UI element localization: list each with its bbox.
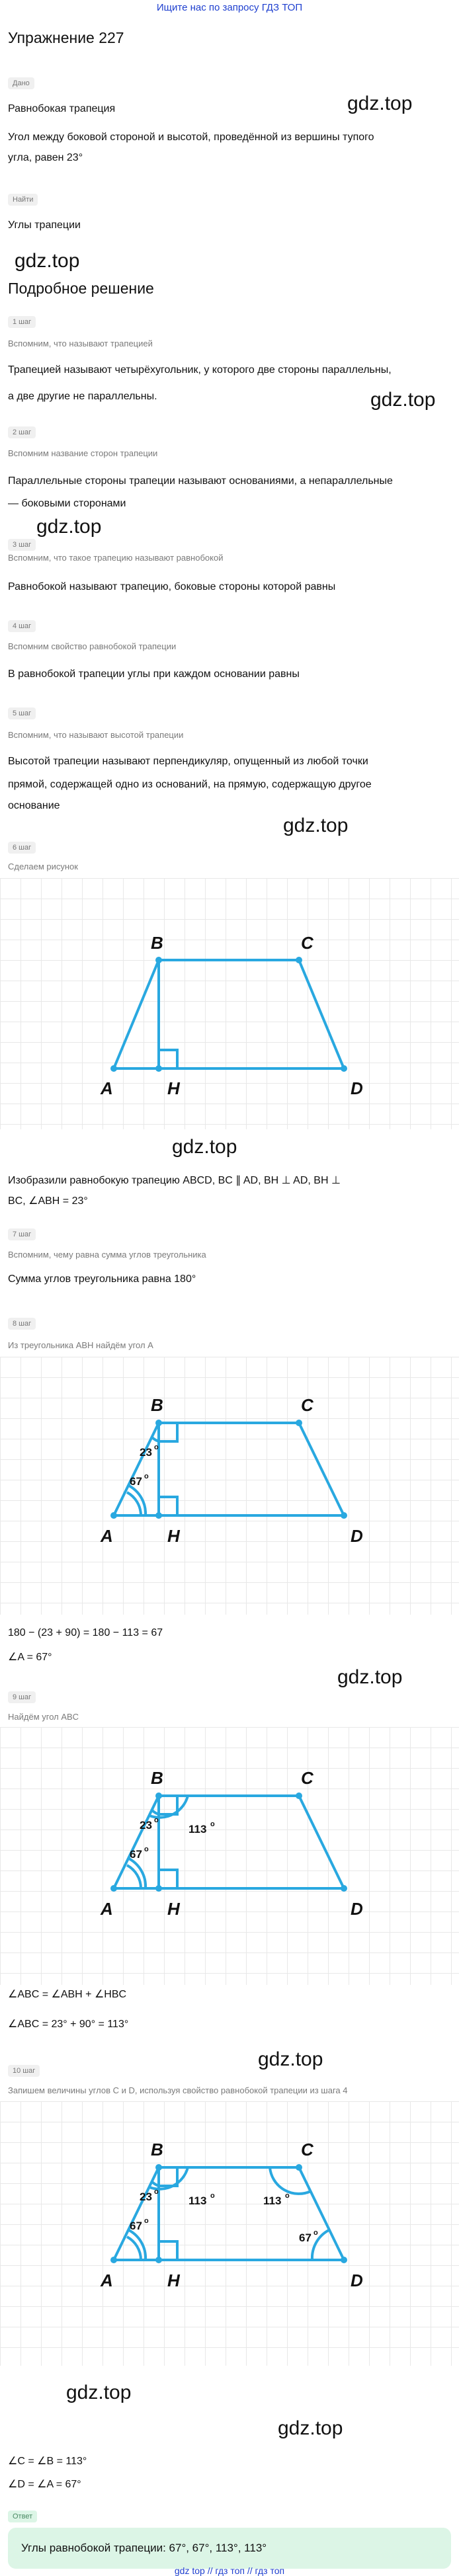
step-9-line-1: ∠ABC = ∠ABH + ∠HBC	[8, 1989, 127, 2000]
angle-67-label-d: 67	[299, 2232, 312, 2244]
footer-sep: //	[207, 2565, 213, 2576]
angle-113-label-c: 113	[263, 2194, 282, 2207]
degree-mark: o	[313, 2229, 318, 2237]
degree-mark: o	[285, 2192, 290, 2200]
step-8-line-2: ∠A = 67°	[8, 1652, 52, 1663]
step-3-line-1: Равнобокой называют трапецию, боковые стороны которой равны	[8, 581, 336, 592]
given-line-3: угла, равен 23°	[8, 152, 83, 163]
step-10-line-2: ∠D = ∠A = 67°	[8, 2479, 81, 2490]
answer-text: Углы равнобокой трапеции: 67°, 67°, 113°, 113°	[21, 2542, 267, 2554]
label-B: B	[151, 933, 163, 953]
figure-2-svg	[0, 1357, 459, 1615]
label-H: H	[167, 1899, 180, 1919]
label-B: B	[151, 2140, 163, 2159]
step-9-line-2: ∠ABC = 23° + 90° = 113°	[8, 2019, 129, 2030]
step-3-badge: 3 шаг	[8, 539, 36, 551]
footer-links	[0, 2565, 459, 2576]
answer-box	[8, 2528, 451, 2569]
step-9-badge: 9 шаг	[8, 1691, 36, 1703]
step-7-hint: Вспомним, чему равна сумма углов треугольника	[8, 1250, 206, 1260]
figure-4-svg	[0, 2101, 459, 2366]
step-8-hint: Из треугольника ABH найдём угол A	[8, 1340, 153, 1350]
step-7-badge: 7 шаг	[8, 1228, 36, 1240]
label-H: H	[167, 1078, 180, 1098]
figure-1-svg	[0, 878, 459, 1129]
degree-mark: o	[154, 2188, 159, 2196]
step-5-line-1: Высотой трапеции называют перпендикуляр, опущенный из любой точки	[8, 756, 368, 767]
angle-67-label: 67	[130, 2220, 142, 2232]
label-A: A	[101, 1899, 113, 1919]
step-9-hint: Найдём угол ABC	[8, 1712, 79, 1722]
step-10-line-1: ∠C = ∠B = 113°	[8, 2456, 87, 2467]
degree-mark: o	[210, 1820, 215, 1828]
step-6-line-2: BC, ∠ABH = 23°	[8, 1195, 88, 1207]
answer-badge: Ответ	[8, 2511, 37, 2522]
given-line-2: Угол между боковой стороной и высотой, проведённой из вершины тупого	[8, 132, 374, 143]
step-3-hint: Вспомним, что такое трапецию называют равнобокой	[8, 553, 224, 563]
angle-113-label: 113	[188, 2194, 207, 2207]
watermark: gdz.top	[370, 389, 436, 411]
watermark: gdz.top	[278, 2417, 343, 2439]
watermark: gdz.top	[337, 1666, 403, 1688]
label-A: A	[101, 1078, 113, 1098]
watermark: gdz.top	[172, 1136, 237, 1158]
step-1-line-1: Трапецией называют четырёхугольник, у которого две стороны параллельны,	[8, 364, 392, 376]
given-badge: Дано	[8, 77, 34, 89]
solution-title: Подробное решение	[8, 280, 154, 297]
figure-trapezoid-4	[0, 2101, 459, 2366]
watermark: gdz.top	[347, 93, 413, 114]
given-line-1: Равнобокая трапеция	[8, 103, 116, 114]
degree-mark: o	[210, 2192, 215, 2200]
label-C: C	[301, 2140, 313, 2159]
watermark: gdz.top	[36, 516, 102, 538]
footer-sep: //	[247, 2565, 253, 2576]
step-4-badge: 4 шаг	[8, 620, 36, 632]
step-6-hint: Сделаем рисунок	[8, 862, 78, 871]
degree-mark: o	[144, 1472, 149, 1480]
find-text: Углы трапеции	[8, 220, 81, 231]
degree-mark: o	[154, 1443, 159, 1451]
step-6-line-1-text: Изобразили равнобокую трапецию ABCD, BC ∥ AD, BH ⊥ AD, BH ⊥	[8, 1175, 341, 1186]
label-D: D	[351, 1899, 363, 1919]
step-5-hint: Вспомним, что называют высотой трапеции	[8, 730, 184, 740]
label-A: A	[101, 1526, 113, 1546]
step-1-line-2: а две другие не параллельны.	[8, 391, 157, 402]
step-8-line-1: 180 − (23 + 90) = 180 − 113 = 67	[8, 1627, 163, 1638]
step-2-hint: Вспомним название сторон трапеции	[8, 448, 158, 458]
step-2-line-2: — боковыми сторонами	[8, 498, 126, 509]
watermark: gdz.top	[283, 815, 349, 836]
label-H: H	[167, 1526, 180, 1546]
step-2-line-1: Параллельные стороны трапеции называют основаниями, а непараллельные	[8, 475, 393, 487]
angle-23-label: 23	[140, 1446, 152, 1459]
find-badge: Найти	[8, 194, 38, 206]
angle-67-label: 67	[130, 1848, 142, 1861]
figure-trapezoid-3	[0, 1727, 459, 1985]
figure-trapezoid-2	[0, 1357, 459, 1615]
angle-113-label: 113	[188, 1823, 207, 1835]
top-banner-link[interactable]: Ищите нас по запросу ГДЗ ТОП	[156, 1, 303, 13]
label-C: C	[301, 1395, 313, 1415]
step-4-line-1: В равнобокой трапеции углы при каждом основании равны	[8, 668, 300, 680]
label-H: H	[167, 2271, 180, 2290]
label-D: D	[351, 2271, 363, 2290]
step-6-line-1	[8, 1171, 341, 1191]
degree-mark: o	[144, 2217, 149, 2225]
step-8-badge: 8 шаг	[8, 1318, 36, 1330]
figure-3-svg	[0, 1727, 459, 1985]
page-title: Упражнение 227	[8, 29, 124, 46]
label-D: D	[351, 1078, 363, 1098]
step-1-badge: 1 шаг	[8, 316, 36, 328]
figure-trapezoid-1	[0, 878, 459, 1129]
label-D: D	[351, 1526, 363, 1546]
degree-mark: o	[154, 1816, 159, 1824]
watermark: gdz.top	[258, 2048, 323, 2070]
label-A: A	[101, 2271, 113, 2290]
watermark: gdz.top	[15, 250, 80, 272]
angle-23-label: 23	[140, 1819, 152, 1831]
step-2-badge: 2 шаг	[8, 426, 36, 438]
footer-link-2[interactable]: гдз топ	[215, 2565, 245, 2576]
footer-link-1[interactable]: gdz top	[174, 2565, 205, 2576]
angle-67-label: 67	[130, 1475, 142, 1488]
step-10-hint: Запишем величины углов C и D, используя свойство равнобокой трапеции из шага 4	[8, 2085, 348, 2095]
label-B: B	[151, 1395, 163, 1415]
label-C: C	[301, 1768, 313, 1788]
angle-23-label: 23	[140, 2191, 152, 2203]
step-4-hint: Вспомним свойство равнобокой трапеции	[8, 641, 177, 651]
label-B: B	[151, 1768, 163, 1788]
label-C: C	[301, 933, 313, 953]
step-5-line-2: прямой, содержащей одно из оснований, на прямую, содержащую другое	[8, 779, 372, 790]
step-6-badge: 6 шаг	[8, 842, 36, 854]
step-1-hint: Вспомним, что называют трапецией	[8, 339, 153, 348]
degree-mark: o	[144, 1845, 149, 1853]
step-5-badge: 5 шаг	[8, 707, 36, 719]
step-5-line-3: основание	[8, 800, 60, 811]
watermark: gdz.top	[66, 2382, 132, 2403]
footer-link-3[interactable]: гдз топ	[255, 2565, 285, 2576]
step-10-badge: 10 шаг	[8, 2065, 40, 2077]
step-7-line-1: Сумма углов треугольника равна 180°	[8, 1273, 196, 1285]
top-banner	[0, 0, 459, 15]
